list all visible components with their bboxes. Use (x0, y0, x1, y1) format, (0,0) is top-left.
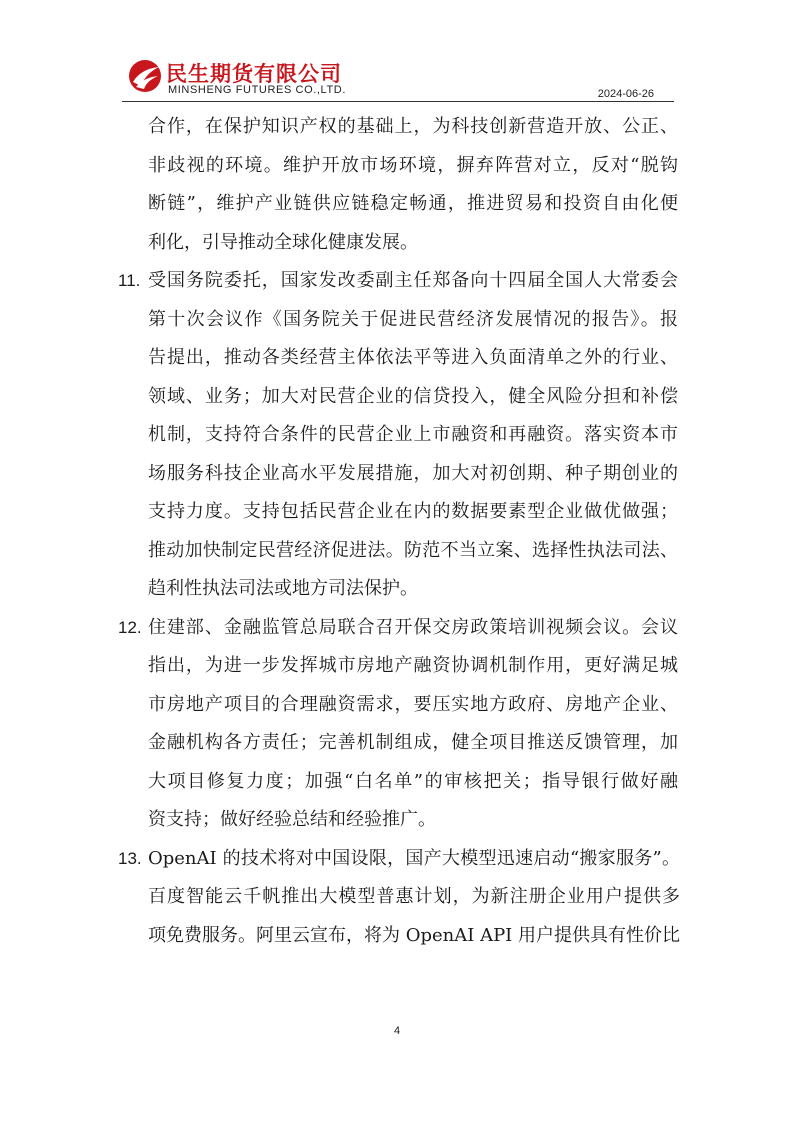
text-line: 项免费服务。阿里云宣布，将为 OpenAI API 用户提供具有性价比 (148, 924, 681, 946)
text-line: 资支持；做好经验总结和经验推广。 (148, 809, 436, 830)
text-line: 指出，为进一步发挥城市房地产融资协调机制作用，更好满足城 (148, 655, 678, 676)
header-divider (122, 101, 674, 102)
text-line: 非歧视的环境。维护开放市场环境，摒弃阵营对立，反对“脱钩 (148, 154, 678, 176)
item-text (148, 262, 678, 609)
news-item-12 (118, 609, 678, 840)
text-line: 利化，引导推动全球化健康发展。 (148, 231, 418, 253)
news-item-11 (118, 262, 678, 609)
item-number: 12. (118, 617, 142, 637)
item-number: 11. (118, 271, 141, 290)
text-line: 断链”，维护产业链供应链稳定畅通，推进贸易和投资自由化便 (148, 193, 678, 214)
page-number: 4 (393, 1025, 401, 1037)
text-line: 场服务科技企业高水平发展措施，加大对初创期、种子期创业的 (148, 462, 678, 484)
minsheng-swoosh-icon (127, 58, 163, 94)
page-header (122, 52, 674, 102)
text-line: 趋利性执法司法或地方司法保护。 (148, 578, 418, 599)
text-line: 金融机构各方责任；完善机制组成，健全项目推送反馈管理，加 (148, 732, 678, 753)
item-text (148, 840, 680, 956)
item-number: 13. (118, 848, 142, 868)
report-date: 2024-06-26 (597, 88, 654, 100)
text-line: 支持力度。支持包括民营企业在内的数据要素型企业做优做强； (148, 501, 678, 522)
document-body (118, 108, 681, 955)
text-line: 告提出，推动各类经营主体依法平等进入负面清单之外的行业、 (148, 347, 678, 368)
text-line: 机制，支持符合条件的民营企业上市融资和再融资。落实资本市 (148, 424, 678, 445)
text-line: 市房地产项目的合理融资需求，要压实地方政府、房地产企业、 (148, 693, 678, 715)
text-line: 推动加快制定民营经济促进法。防范不当立案、选择性执法司法、 (148, 539, 678, 561)
text-line: 领域、业务；加大对民营企业的信贷投入，健全风险分担和补偿 (148, 385, 678, 407)
company-name-en: MINSHENG FUTURES CO.,LTD. (168, 84, 346, 96)
text-line: 住建部、金融监管总局联合召开保交房政策培训视频会议。会议 (148, 616, 678, 638)
news-item-13 (118, 840, 681, 956)
item-text (148, 609, 678, 840)
text-line: 合作，在保护知识产权的基础上，为科技创新营造开放、公正、 (148, 116, 678, 137)
continued-paragraph (118, 108, 678, 262)
company-name-cn: 民生期货有限公司 (166, 62, 342, 86)
text-line: 受国务院委托，国家发改委副主任郑备向十四届全国人大常委会 (148, 270, 678, 291)
text-line: 百度智能云千帆推出大模型普惠计划，为新注册企业用户提供多 (148, 886, 681, 907)
text-line: OpenAI 的技术将对中国设限，国产大模型迅速启动“搬家服务”。 (148, 847, 681, 869)
text-line: 大项目修复力度；加强“白名单”的审核把关；指导银行做好融 (148, 770, 678, 792)
text-line: 第十次会议作《国务院关于促进民营经济发展情况的报告》。报 (148, 308, 678, 330)
